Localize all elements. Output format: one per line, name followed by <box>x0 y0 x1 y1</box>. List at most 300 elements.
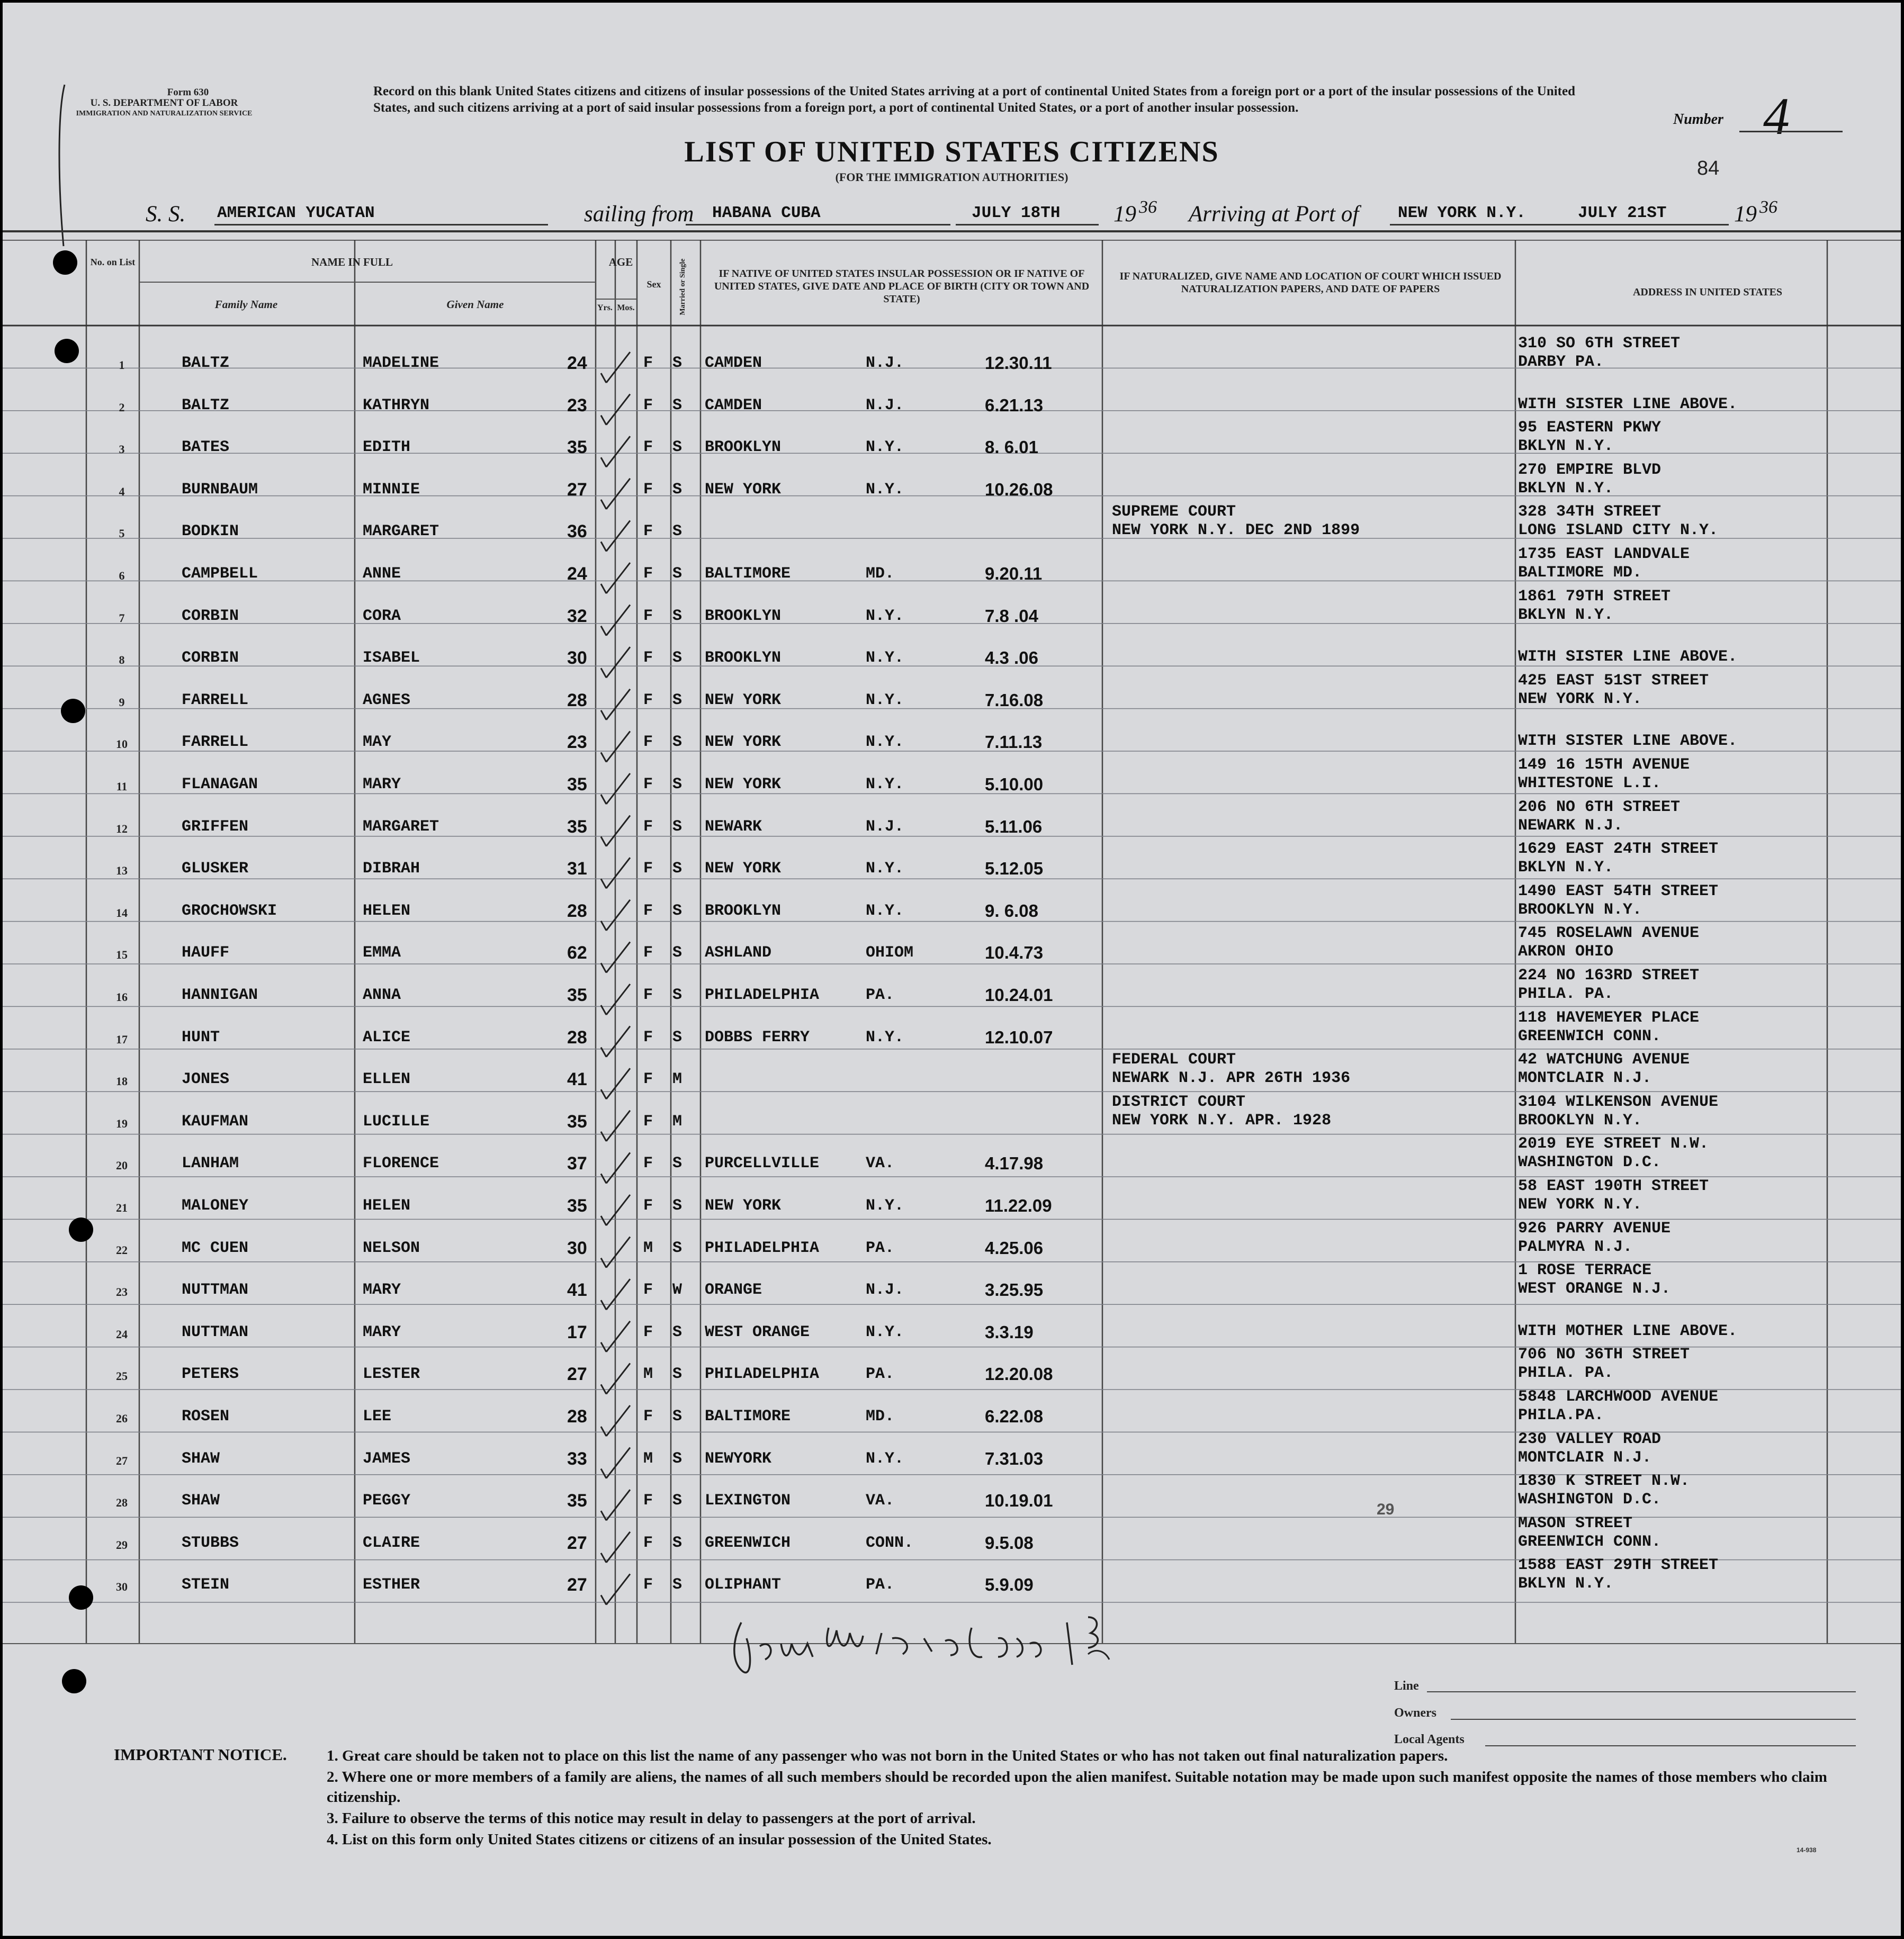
row-number: 12 <box>116 822 128 835</box>
family-name: BALTZ <box>182 354 230 372</box>
birth-state: PA. <box>866 1576 895 1594</box>
family-name: JONES <box>182 1070 230 1089</box>
department-label: U. S. DEPARTMENT OF LABOR <box>90 97 238 109</box>
sex: F <box>643 691 653 709</box>
row-number: 10 <box>116 737 128 751</box>
address-line-1: 926 PARRY AVENUE <box>1518 1219 1671 1238</box>
ss-label: S. S. <box>146 202 186 227</box>
sex: F <box>643 1070 653 1089</box>
arrival-year-prefix: 19 <box>1734 202 1757 227</box>
sex: F <box>643 1112 653 1131</box>
col-no-header: No. on List <box>90 257 136 267</box>
address-line-1: 149 16 15TH AVENUE <box>1518 756 1690 774</box>
family-name: HANNIGAN <box>182 986 258 1004</box>
birth-state: PA. <box>866 986 895 1004</box>
address-line-2: BKLYN N.Y. <box>1518 859 1614 877</box>
birth-city: NEW YORK <box>705 691 782 709</box>
age-years: 28 <box>567 1406 587 1427</box>
family-name: HAUFF <box>182 944 230 962</box>
given-name: FLORENCE <box>363 1155 439 1173</box>
birth-state: VA. <box>866 1492 895 1510</box>
margin-note: 29 <box>1377 1501 1395 1518</box>
family-name: CORBIN <box>182 649 239 668</box>
birth-state: N.Y. <box>866 901 904 920</box>
given-name: NELSON <box>363 1239 420 1257</box>
address-line-1: 1 ROSE TERRACE <box>1518 1261 1652 1280</box>
address-line-2: WITH SISTER LINE ABOVE. <box>1518 648 1738 666</box>
birth-date: 6.22.08 <box>985 1406 1044 1426</box>
address-line-1: 118 HAVEMEYER PLACE <box>1518 1008 1700 1027</box>
row-number: 5 <box>119 527 125 540</box>
marital-status: S <box>672 396 682 414</box>
birth-date: 12.30.11 <box>985 353 1052 373</box>
agents-label: Local Agents <box>1394 1733 1465 1746</box>
sex: F <box>643 1492 653 1510</box>
birth-date: 4.17.98 <box>985 1153 1044 1174</box>
given-name: EMMA <box>363 944 401 962</box>
row-number: 16 <box>116 990 128 1004</box>
marital-status: S <box>672 1197 682 1215</box>
sex: F <box>643 986 653 1004</box>
birth-date: 3.25.95 <box>985 1280 1044 1300</box>
row-number: 2 <box>119 400 125 414</box>
court-name: SUPREME COURT <box>1112 503 1236 521</box>
number-label: Number <box>1673 111 1723 128</box>
age-years: 27 <box>567 1532 587 1553</box>
age-years: 37 <box>567 1153 587 1174</box>
family-name: GROCHOWSKI <box>182 901 277 920</box>
row-number: 22 <box>116 1243 128 1257</box>
birth-date: 10.19.01 <box>985 1491 1053 1511</box>
row-number: 15 <box>116 948 128 962</box>
birth-state: N.Y. <box>866 480 904 499</box>
birth-city: ORANGE <box>705 1281 762 1300</box>
birth-state: N.Y. <box>866 860 904 878</box>
family-name: CAMPBELL <box>182 565 258 583</box>
marital-status: S <box>672 860 682 878</box>
family-name: MC CUEN <box>182 1239 249 1257</box>
address-line-2: WITH SISTER LINE ABOVE. <box>1518 395 1738 413</box>
sex: F <box>643 649 653 668</box>
line-label: Line <box>1394 1679 1419 1693</box>
birth-city: NEWARK <box>705 817 762 836</box>
given-name: MINNIE <box>363 480 420 499</box>
birth-city: DOBBS FERRY <box>705 1028 810 1047</box>
family-name: FARRELL <box>182 691 249 709</box>
row-number: 19 <box>116 1116 128 1130</box>
age-years: 24 <box>567 564 587 584</box>
notice-item: 2. Where one or more members of a family are aliens, the names of all such members should be recorded upon the alien manifest. Suitable notation may be made upon such manifest opposite the names of those members who claim citizenship. <box>327 1769 1827 1806</box>
address-line-1: 42 WATCHUNG AVENUE <box>1518 1051 1690 1069</box>
address-line-1: 5848 LARCHWOOD AVENUE <box>1518 1388 1719 1406</box>
birth-city: BALTIMORE <box>705 565 791 583</box>
birth-date: 9. 6.08 <box>985 900 1038 921</box>
address-line-2: NEW YORK N.Y. <box>1518 1196 1642 1214</box>
row-number: 23 <box>116 1285 128 1299</box>
marital-status: W <box>672 1281 682 1300</box>
birth-date: 11.22.09 <box>985 1196 1052 1215</box>
given-name: AGNES <box>363 691 411 709</box>
birth-city: CAMDEN <box>705 354 762 372</box>
age-years: 30 <box>567 648 587 669</box>
address-line-2: NEW YORK N.Y. <box>1518 690 1642 708</box>
col-mos-header: Mos. <box>617 303 635 312</box>
birth-state: N.Y. <box>866 607 904 625</box>
marital-status: S <box>672 607 682 625</box>
family-name: CORBIN <box>182 607 239 625</box>
address-line-2: PHILA.PA. <box>1518 1406 1604 1424</box>
family-name: BALTZ <box>182 396 230 414</box>
birth-city: PURCELLVILLE <box>705 1155 820 1173</box>
birth-city: LEXINGTON <box>705 1492 791 1510</box>
birth-city: NEW YORK <box>705 860 782 878</box>
marital-status: S <box>672 565 682 583</box>
birth-city: CAMDEN <box>705 396 762 414</box>
birth-state: N.Y. <box>866 1449 904 1468</box>
row-number: 25 <box>116 1369 128 1383</box>
marital-status: S <box>672 1408 682 1426</box>
given-name: MARY <box>363 775 401 793</box>
marital-status: S <box>672 691 682 709</box>
birth-state: CONN. <box>866 1534 914 1552</box>
given-name: ALICE <box>363 1028 411 1047</box>
marital-status: S <box>672 480 682 499</box>
given-name: ESTHER <box>363 1576 420 1594</box>
birth-date: 5.9.09 <box>985 1575 1034 1595</box>
given-name: PEGGY <box>363 1492 411 1510</box>
from-port: HABANA CUBA <box>712 204 821 222</box>
birth-state: OHIOM <box>866 944 914 962</box>
age-years: 35 <box>567 985 587 1005</box>
owners-label: Owners <box>1394 1706 1436 1720</box>
row-number: 7 <box>119 611 125 625</box>
marital-status: S <box>672 1365 682 1384</box>
sex: F <box>643 1408 653 1426</box>
birth-date: 6.21.13 <box>985 395 1044 415</box>
address-line-2: BKLYN N.Y. <box>1518 1575 1614 1593</box>
address-line-2: LONG ISLAND CITY N.Y. <box>1518 521 1719 540</box>
birth-city: BALTIMORE <box>705 1408 791 1426</box>
manifest-sheet <box>3 3 1901 1936</box>
age-years: 23 <box>567 395 587 416</box>
family-name: BODKIN <box>182 522 239 541</box>
age-years: 35 <box>567 816 587 837</box>
given-name: DIBRAH <box>363 860 420 878</box>
family-name: FLANAGAN <box>182 775 258 793</box>
family-name: LANHAM <box>182 1155 239 1173</box>
marital-status: S <box>672 775 682 793</box>
birth-city: BROOKLYN <box>705 607 782 625</box>
sex: F <box>643 1323 653 1341</box>
given-name: MARY <box>363 1281 401 1300</box>
address-line-2: WEST ORANGE N.J. <box>1518 1280 1671 1298</box>
family-name: BURNBAUM <box>182 480 258 499</box>
birth-city: PHILADELPHIA <box>705 1239 820 1257</box>
given-name: JAMES <box>363 1449 411 1468</box>
age-years: 27 <box>567 1364 587 1385</box>
given-name: LEE <box>363 1408 392 1426</box>
arriving-label: Arriving at Port of <box>1189 202 1359 227</box>
birth-date: 12.20.08 <box>985 1364 1053 1384</box>
marital-status: S <box>672 1239 682 1257</box>
address-line-1: 1830 K STREET N.W. <box>1518 1472 1690 1491</box>
birth-city: BROOKLYN <box>705 649 782 668</box>
marital-status: S <box>672 901 682 920</box>
notice-list <box>3 3 1901 1936</box>
birth-city: NEW YORK <box>705 775 782 793</box>
family-name: ROSEN <box>182 1408 230 1426</box>
col-sex-header: Sex <box>646 279 661 290</box>
sex: F <box>643 1576 653 1594</box>
age-years: 33 <box>567 1448 587 1469</box>
number-value: 4 <box>1763 87 1790 146</box>
birth-state: PA. <box>866 1365 895 1384</box>
sex: F <box>643 860 653 878</box>
intro-text: Record on this blank United States citizens and citizens of insular possessions of the United States arriving at a port of continental United States from a foreign port or a port of the insular possessions of the United States, and such citizens arriving at a port of said insular possessions from a foreign port, a port of continental United States, or a port of another insular possession. <box>373 84 1575 115</box>
given-name: MAY <box>363 733 392 752</box>
service-label: IMMIGRATION AND NATURALIZATION SERVICE <box>76 110 253 118</box>
birth-state: MD. <box>866 565 895 583</box>
given-name: MADELINE <box>363 354 439 372</box>
birth-city: BROOKLYN <box>705 438 782 457</box>
sailing-label: sailing from <box>584 202 694 227</box>
marital-status: S <box>672 944 682 962</box>
notice-item: 3. Failure to observe the terms of this notice may result in delay to passengers at the port of arrival. <box>327 1810 976 1827</box>
marital-status: S <box>672 1492 682 1510</box>
address-line-1: 706 NO 36TH STREET <box>1518 1346 1690 1364</box>
marital-status: S <box>672 649 682 668</box>
age-years: 32 <box>567 606 587 626</box>
marital-status: S <box>672 1028 682 1047</box>
birth-date: 7.16.08 <box>985 690 1044 710</box>
birth-state: N.J. <box>866 354 904 372</box>
arrival-date: JULY 21ST <box>1578 204 1667 222</box>
age-years: 41 <box>567 1069 587 1090</box>
marital-status: S <box>672 438 682 457</box>
sex: M <box>643 1365 653 1384</box>
court-name: DISTRICT COURT <box>1112 1093 1246 1111</box>
marital-status: S <box>672 817 682 836</box>
col-yrs-header: Yrs. <box>597 303 613 312</box>
address-line-1: 1735 EAST LANDVALE <box>1518 545 1690 563</box>
row-number: 8 <box>119 653 125 667</box>
row-number: 1 <box>119 358 125 372</box>
birth-date: 10.26.08 <box>985 479 1053 499</box>
sex: M <box>643 1449 653 1468</box>
birth-state: N.J. <box>866 817 904 836</box>
address-line-1: 206 NO 6TH STREET <box>1518 798 1681 816</box>
given-name: CLAIRE <box>363 1534 420 1552</box>
age-years: 23 <box>567 732 587 753</box>
birth-city: WEST ORANGE <box>705 1323 810 1341</box>
row-number: 13 <box>116 864 128 878</box>
birth-date: 5.12.05 <box>985 859 1044 879</box>
age-years: 28 <box>567 1027 587 1048</box>
birth-date: 7.31.03 <box>985 1448 1044 1468</box>
sex: F <box>643 901 653 920</box>
age-years: 30 <box>567 1238 587 1258</box>
family-name: GRIFFEN <box>182 817 249 836</box>
col-address-header: ADDRESS IN UNITED STATES <box>1632 286 1783 298</box>
row-number: 26 <box>116 1412 128 1425</box>
marital-status: S <box>672 733 682 752</box>
birth-state: N.Y. <box>866 775 904 793</box>
birth-state: MD. <box>866 1408 895 1426</box>
col-naturalized-header: IF NATURALIZED, GIVE NAME AND LOCATION OF COURT WHICH ISSUED NATURALIZATION PAPERS, AND DATE OF PAPERS <box>1119 270 1502 295</box>
age-years: 27 <box>567 1575 587 1595</box>
court-name: FEDERAL COURT <box>1112 1051 1236 1069</box>
court-location-date: NEWARK N.J. APR 26TH 1936 <box>1112 1069 1351 1088</box>
marital-status: S <box>672 986 682 1004</box>
row-number: 24 <box>116 1327 128 1341</box>
print-code: 14-938 <box>1797 1846 1817 1854</box>
marital-status: S <box>672 1534 682 1552</box>
birth-city: GREENWICH <box>705 1534 791 1552</box>
birth-city: NEW YORK <box>705 480 782 499</box>
family-name: NUTTMAN <box>182 1281 249 1300</box>
age-years: 35 <box>567 437 587 458</box>
birth-state: N.J. <box>866 396 904 414</box>
address-line-1: 1490 EAST 54TH STREET <box>1518 882 1719 900</box>
birth-date: 7.8 .04 <box>985 606 1038 626</box>
family-name: FARRELL <box>182 733 249 752</box>
sex: F <box>643 733 653 752</box>
age-years: 35 <box>567 1111 587 1132</box>
marital-status: S <box>672 522 682 541</box>
age-years: 27 <box>567 479 587 500</box>
row-number: 28 <box>116 1496 128 1510</box>
sail-year-prefix: 19 <box>1113 202 1136 227</box>
sex: M <box>643 1239 653 1257</box>
given-name: HELEN <box>363 901 411 920</box>
marital-status: S <box>672 1155 682 1173</box>
page-title: LIST OF UNITED STATES CITIZENS <box>684 136 1219 168</box>
family-name: SHAW <box>182 1492 220 1510</box>
row-number: 27 <box>116 1454 128 1467</box>
address-line-2: BKLYN N.Y. <box>1518 437 1614 456</box>
birth-date: 8. 6.01 <box>985 437 1038 457</box>
page-number: 84 <box>1697 157 1720 179</box>
birth-state: N.Y. <box>866 691 904 709</box>
sex: F <box>643 438 653 457</box>
birth-date: 5.11.06 <box>985 816 1043 836</box>
age-years: 24 <box>567 353 587 373</box>
col-given-header: Given Name <box>446 298 504 311</box>
address-line-2: PHILA. PA. <box>1518 1364 1614 1383</box>
birth-state: VA. <box>866 1155 895 1173</box>
birth-date: 10.4.73 <box>985 943 1044 963</box>
sex: F <box>643 607 653 625</box>
address-line-1: 328 34TH STREET <box>1518 503 1661 521</box>
sex: F <box>643 1281 653 1300</box>
col-age-header: AGE <box>608 256 633 268</box>
sex: F <box>643 354 653 372</box>
address-line-2: WITH MOTHER LINE ABOVE. <box>1518 1322 1738 1340</box>
given-name: CORA <box>363 607 401 625</box>
marital-status: S <box>672 1323 682 1341</box>
col-married-header: Married or Single <box>679 258 687 315</box>
birth-state: N.Y. <box>866 733 904 752</box>
birth-date: 4.3 .06 <box>985 648 1038 668</box>
col-name-header: NAME IN FULL <box>311 256 393 268</box>
col-family-header: Family Name <box>214 298 278 311</box>
age-years: 36 <box>567 521 587 542</box>
address-line-1: 1861 79TH STREET <box>1518 587 1671 606</box>
birth-city: NEW YORK <box>705 1197 782 1215</box>
row-number: 29 <box>116 1538 128 1552</box>
address-line-1: 1629 EAST 24TH STREET <box>1518 840 1719 859</box>
given-name: HELEN <box>363 1197 411 1215</box>
marital-status: M <box>672 1070 682 1089</box>
sex: F <box>643 775 653 793</box>
birth-date: 12.10.07 <box>985 1027 1053 1047</box>
address-line-2: WASHINGTON D.C. <box>1518 1491 1661 1509</box>
family-name: MALONEY <box>182 1197 249 1215</box>
address-line-1: 1588 EAST 29TH STREET <box>1518 1556 1719 1575</box>
address-line-1: 270 EMPIRE BLVD <box>1518 461 1661 479</box>
birth-state: N.Y. <box>866 1323 904 1341</box>
given-name: LUCILLE <box>363 1112 430 1131</box>
address-line-2: BROOKLYN N.Y. <box>1518 900 1642 919</box>
address-line-2: GREENWICH CONN. <box>1518 1532 1661 1551</box>
given-name: ELLEN <box>363 1070 411 1089</box>
notice-item: 4. List on this form only United States citizens or citizens of an insular possession of the United States. <box>327 1831 992 1848</box>
address-line-1: 2019 EYE STREET N.W. <box>1518 1135 1709 1153</box>
birth-city: PHILADELPHIA <box>705 1365 820 1384</box>
arrival-year: 36 <box>1759 197 1777 217</box>
age-years: 35 <box>567 1196 587 1216</box>
row-number: 4 <box>119 484 125 498</box>
form-number: Form 630 <box>167 87 209 98</box>
given-name: MARY <box>363 1323 401 1341</box>
birth-city: OLIPHANT <box>705 1576 782 1594</box>
family-name: PETERS <box>182 1365 239 1384</box>
birth-state: N.J. <box>866 1281 904 1300</box>
age-years: 62 <box>567 943 587 963</box>
age-years: 35 <box>567 774 587 795</box>
birth-date: 3.3.19 <box>985 1322 1034 1342</box>
birth-date: 9.5.08 <box>985 1532 1034 1553</box>
birth-city: BROOKLYN <box>705 901 782 920</box>
birth-date: 7.11.13 <box>985 732 1043 752</box>
address-line-2: WASHINGTON D.C. <box>1518 1153 1661 1172</box>
sex: F <box>643 522 653 541</box>
birth-state: N.Y. <box>866 649 904 668</box>
sex: F <box>643 817 653 836</box>
birth-city: ASHLAND <box>705 944 772 962</box>
birth-state: N.Y. <box>866 1197 904 1215</box>
age-years: 35 <box>567 1491 587 1511</box>
sex: F <box>643 944 653 962</box>
address-line-2: PALMYRA N.J. <box>1518 1238 1633 1256</box>
sex: F <box>643 1155 653 1173</box>
given-name: EDITH <box>363 438 411 457</box>
age-years: 28 <box>567 900 587 921</box>
address-line-1: 58 EAST 190TH STREET <box>1518 1177 1709 1195</box>
row-number: 14 <box>116 906 128 919</box>
sex: F <box>643 1534 653 1552</box>
address-line-1: 230 VALLEY ROAD <box>1518 1430 1661 1448</box>
address-line-2: BROOKLYN N.Y. <box>1518 1111 1642 1130</box>
marital-status: S <box>672 354 682 372</box>
family-name: BATES <box>182 438 230 457</box>
row-number: 3 <box>119 443 125 456</box>
address-line-2: AKRON OHIO <box>1518 943 1614 961</box>
address-line-2: BALTIMORE MD. <box>1518 564 1642 582</box>
sex: F <box>643 1028 653 1047</box>
address-line-2: WITH SISTER LINE ABOVE. <box>1518 732 1738 751</box>
row-number: 30 <box>116 1580 128 1594</box>
